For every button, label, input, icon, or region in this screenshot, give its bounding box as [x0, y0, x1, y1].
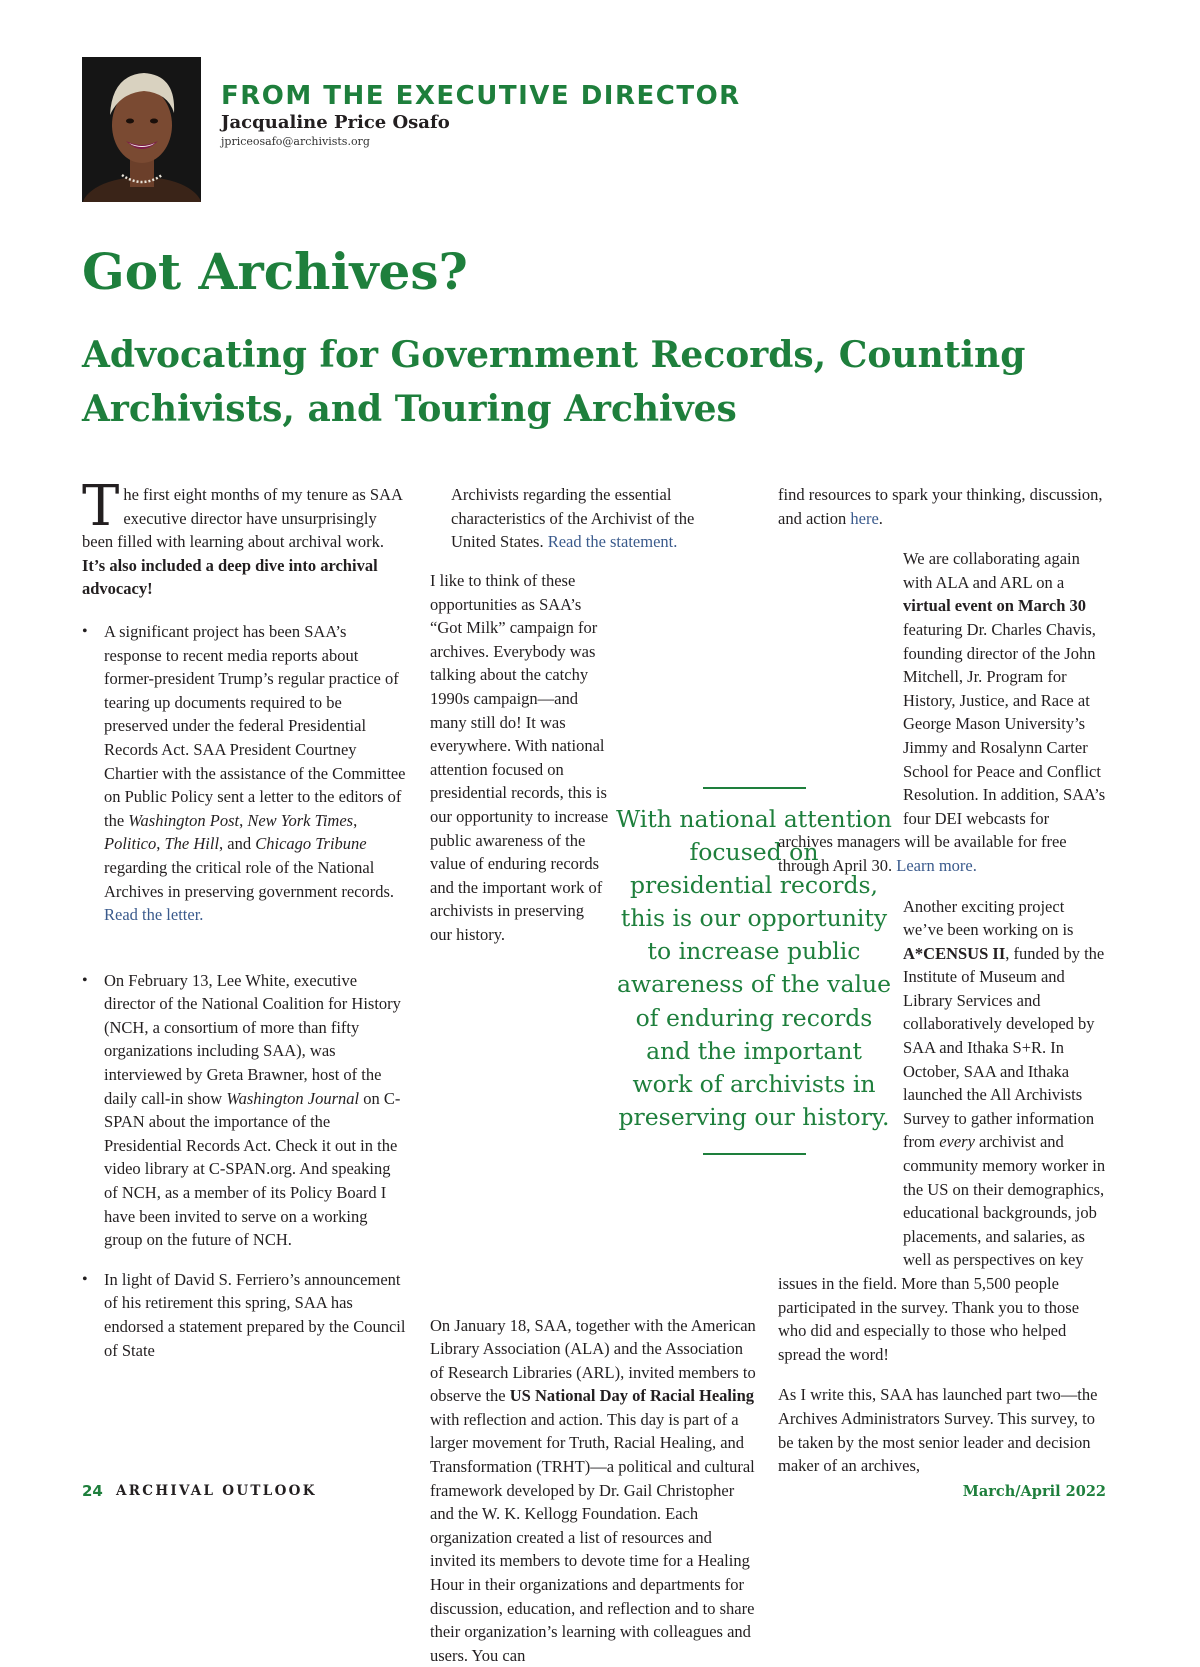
intro-paragraph: The first eight months of my tenure as SAA executive director have unsurprisingly been filled with learning about archival work. It’s also included a deep dive into archival advocacy!	[82, 483, 407, 601]
resources-paragraph: find resources to spark your thinking, discussion, and action here.	[778, 483, 1108, 530]
column-3	[778, 483, 1108, 1478]
list-item: • In light of David S. Ferriero’s announcement of his retirement this spring, SAA has endorsed a statement prepared by the Council of State	[82, 1268, 407, 1362]
virtual-event-paragraph: We are collaborating again with ALA and ARL on a virtual event on March 30 featuring Dr. Charles Chavis, founding director of the John Mitchell, Jr. Program for History, Justice, and Race at George Mason University’s Jimmy and Rosalynn Carter School for Peace and Conflict Resolution. In addition, SAA’s four DEI webcasts for archives managers will be available for free through April 30. Learn more.	[778, 547, 1108, 877]
pullquote-spacer	[440, 959, 610, 1314]
list-item: • A significant project has been SAA’s response to recent media reports about former-president Trump’s regular practice of tearing up documents required to be preserved under the federal Presidential Records Act. SAA President Courtney Chartier with the assistance of the Committee on Public Policy sent a letter to the editors of the Washington Post, New York Times, Politico, The Hill, and Chicago Tribune regarding the critical role of the National Archives in preserving government records. Read the letter.	[82, 620, 407, 927]
article-subtitle: Advocating for Government Records, Counting Archivists, and Touring Archives	[82, 328, 1122, 436]
racial-healing-paragraph: On January 18, SAA, together with the American Library Association (ALA) and the Association of Research Libraries (ARL), invited members to observe the US National Day of Racial Healing with reflection and action. This day is part of a larger movement for Truth, Racial Healing, and Transformation (TRHT)—a political and cultural framework developed by Dr. Gail Christopher and the W. K. Kellogg Foundation. Each organization created a list of resources and invited its members to devote time for a Healing Hour in their organizations and departments for discussion, education, and reflection and to share their organization’s learning with colleagues and users. You can	[430, 959, 760, 1667]
got-milk-paragraph: I like to think of these opportunities as SAA’s “Got Milk” campaign for archives. Everybody was talking about the catchy 1990s campaign—and many still do! It was everywhere. With national attention focused on presidential records, this is our opportunity to increase public awareness of the value of enduring records and the important work of archivists in preserving our history.	[430, 569, 760, 947]
article-title: Got Archives?	[82, 242, 468, 301]
author-name: Jacqualine Price Osafo	[221, 112, 450, 133]
bullet-list	[82, 620, 407, 1362]
section-kicker: FROM THE EXECUTIVE DIRECTOR	[221, 81, 741, 111]
read-letter-link[interactable]: Read the letter.	[104, 905, 203, 924]
author-email[interactable]: jpriceosafo@archivists.org	[221, 135, 370, 148]
census-paragraph: Another exciting project we’ve been working on is A*CENSUS II, funded by the Institute of Museum and Library Services and collaboratively developed by SAA and Ithaka S+R. In October, SAA and Ithaka launched the All Archivists Survey to gather information from every archivist and community memory worker in the US on their demographics, educational backgrounds, job placements, and salaries, as well as perspectives on key issues in the field. More than 5,500 people participated in the survey. Thank you to those who did and especially to those who helped spread the word!	[778, 895, 1108, 1367]
author-portrait	[82, 57, 201, 202]
pullquote-spacer	[778, 895, 903, 1250]
survey-paragraph: As I write this, SAA has launched part two—the Archives Administrators Survey. This survey, to be taken by the most senior leader and decision maker of an archives,	[778, 1383, 1108, 1477]
list-item: • On February 13, Lee White, executive director of the National Coalition for History (NCH, a consortium of more than fifty organizations including SAA), was interviewed by Greta Brawner, host of the daily call-in show Washington Journal on C-SPAN about the importance of the Presidential Records Act. Check it out in the video library at C-SPAN.org. And speaking of NCH, as a member of its Policy Board I have been invited to serve on a working group on the future of NCH.	[82, 969, 407, 1252]
column-2-continuation: Archivists regarding the essential characteristics of the Archivist of the United States. Read the statement.	[451, 483, 741, 554]
page-number: 24	[82, 1482, 103, 1500]
learn-more-link[interactable]: Learn more.	[896, 856, 977, 875]
publication-name: ARCHIVAL OUTLOOK	[116, 1483, 317, 1499]
issue-date: March/April 2022	[963, 1483, 1106, 1500]
pullquote-spacer	[778, 761, 903, 821]
pullquote: With national attention focused on presidential records, this is our opportunity to increase public awareness of the value of enduring records and the important work of archivists in preserving our history.	[616, 803, 892, 1134]
read-statement-link[interactable]: Read the statement.	[548, 532, 678, 551]
drop-cap: T	[82, 485, 119, 529]
here-link[interactable]: here	[850, 509, 878, 528]
column-1	[82, 483, 407, 1362]
